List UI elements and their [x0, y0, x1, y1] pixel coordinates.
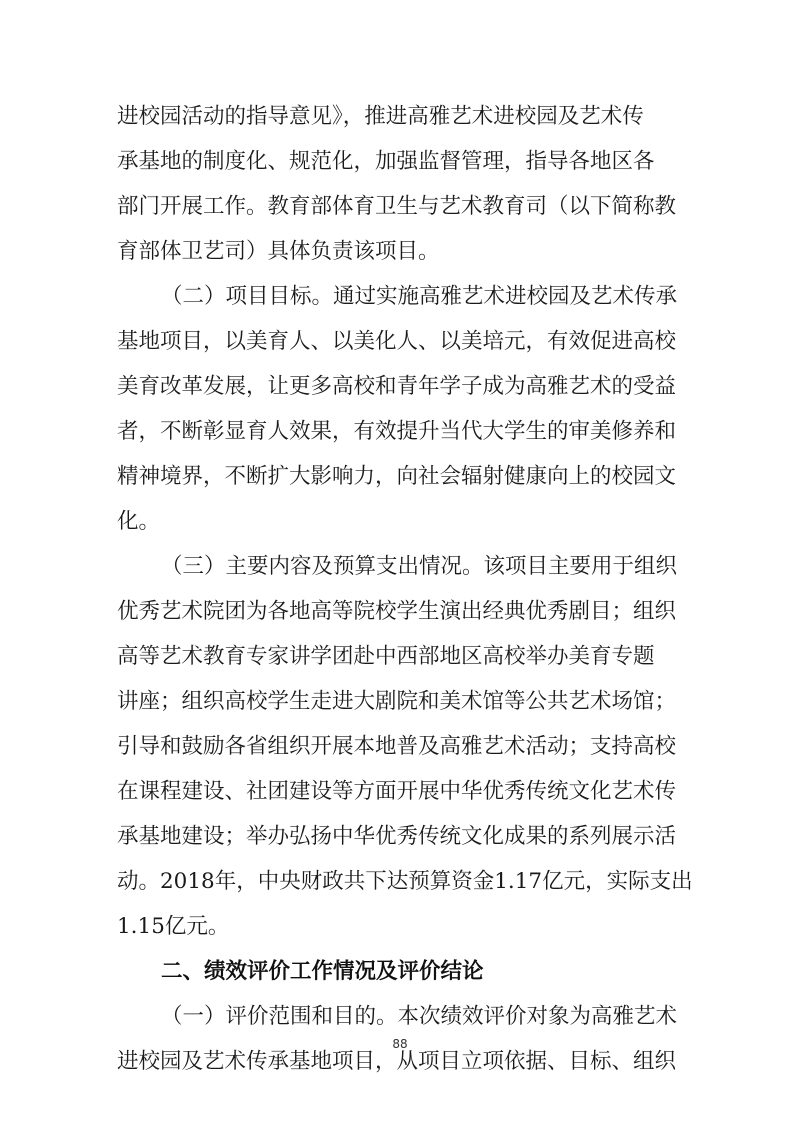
body-line: 优秀艺术院团为各地高等院校学生演出经典优秀剧目；组织 [117, 599, 677, 624]
body-line: 进校园及艺术传承基地项目，从项目立项依据、目标、组织 [117, 1049, 677, 1074]
body-line: 精神境界，不断扩大影响力，向社会辐射健康向上的校园文 [117, 464, 677, 489]
body-line: 部门开展工作。教育部体育卫生与艺术教育司（以下简称教 [117, 194, 677, 219]
body-line: （一）评价范围和目的。本次绩效评价对象为高雅艺术 [161, 1004, 678, 1029]
page-number: 88 [392, 1037, 408, 1051]
body-line: 承基地建设；举办弘扬中华优秀传统文化成果的系列展示活 [117, 824, 677, 849]
body-line: 动。2018年，中央财政共下达预算资金1.17亿元，实际支出 [117, 869, 693, 894]
body-line: 进校园活动的指导意见》，推进高雅艺术进校园及艺术传 [117, 104, 644, 129]
body-line: 化。 [117, 509, 161, 534]
body-line: 在课程建设、社团建设等方面开展中华优秀传统文化艺术传 [117, 779, 677, 804]
body-line: 基地项目，以美育人、以美化人、以美培元，有效促进高校 [117, 329, 677, 354]
body-line: 高等艺术教育专家讲学团赴中西部地区高校举办美育专题 [117, 644, 655, 669]
body-line: 美育改革发展，让更多高校和青年学子成为高雅艺术的受益 [117, 374, 677, 399]
body-line: （二）项目目标。通过实施高雅艺术进校园及艺术传承 [161, 284, 678, 309]
section-heading: 二、绩效评价工作情况及评价结论 [161, 959, 484, 984]
body-line: 承基地的制度化、规范化，加强监督管理，指导各地区各 [117, 149, 655, 174]
body-line: 育部体卫艺司）具体负责该项目。 [117, 239, 440, 264]
body-line: 讲座；组织高校学生走进大剧院和美术馆等公共艺术场馆； [117, 689, 677, 714]
body-line: （三）主要内容及预算支出情况。该项目主要用于组织 [161, 554, 678, 579]
body-line: 1.15亿元。 [117, 914, 230, 939]
body-line: 引导和鼓励各省组织开展本地普及高雅艺术活动；支持高校 [117, 734, 677, 759]
body-line: 者，不断彰显育人效果，有效提升当代大学生的审美修养和 [117, 419, 677, 444]
